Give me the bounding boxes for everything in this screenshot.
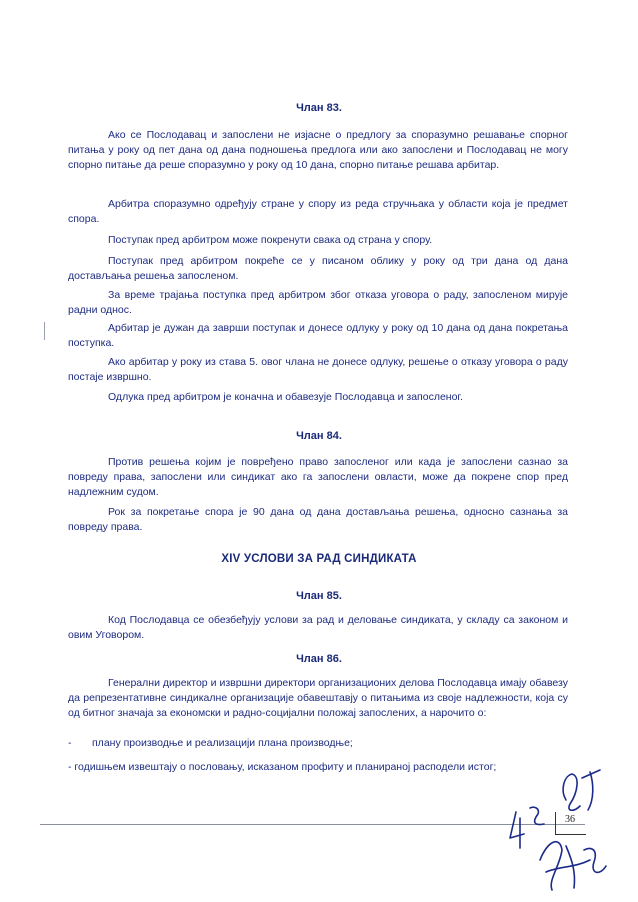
bullet-dash: - (68, 761, 75, 773)
bullet-text: годишњем извештају о пословању, исказаном профиту и планираној расподели истог; (74, 761, 497, 773)
article-83-paragraph-6: Арбитар је дужан да заврши поступак и донесе одлуку у року од 10 дана од дана покретања поступка. (68, 322, 568, 349)
article-83-title: Члан 83. (296, 102, 342, 114)
article-86-paragraph-1: Генерални директор и извршни директори организационих делова Послодавца имају обавезу да репрезентативне синдикалне организације обавештавју о питањима из своје надлежности, која су од битног значаја за економски и радно-социјални положај запослених, а нарочито о: (68, 677, 568, 719)
article-85-title: Члан 85. (296, 590, 342, 602)
bullet-dash: - (68, 737, 72, 749)
bullet-text: плану производње и реализацији плана производње; (92, 737, 353, 749)
article-83-paragraph-8: Одлука пред арбитром је коначна и обавезује Послодавца и запосленог. (108, 391, 463, 403)
article-83-paragraph-4: Поступак пред арбитром покреће се у писаном облику у року од три дана од дана достављања решења запосленом. (68, 255, 568, 282)
article-84-paragraph-1: Против решења којим је повређено право запосленог или када је запослени сазнао за повреду права, запослени или синдикат ако га запослени овласти, може да покрене спор пред надлежним судом. (68, 456, 568, 498)
article-83-paragraph-7: Ако арбитар у року из става 5. овог члана не донесе одлуку, решење о отказу уговора о раду постаје извршно. (68, 356, 568, 383)
article-83-paragraph-1: Ако се Послодавац и запослени не изјасне о предлогу за споразумно решавање спорног питања у року од пет дана од дана подношења предлога или ако запослени и Послодавац не могу спорно питање да реше споразумно у року од 10 дана, спорно питање решава арбитар. (68, 129, 568, 171)
chapter-title: XIV УСЛОВИ ЗА РАД СИНДИКАТА (221, 553, 417, 565)
page-number: 36 (565, 814, 575, 825)
article-83-paragraph-5: За време трајања поступка пред арбитром због отказа уговора о раду, запосленом мирује радни однос. (68, 289, 568, 316)
article-83-paragraph-2: Арбитра споразумно одређују стране у спору из реда стручњака у области која је предмет спора. (68, 198, 568, 225)
article-86-title: Члан 86. (296, 653, 342, 665)
article-85-paragraph-1: Код Послодавца се обезбеђују услови за рад и деловање синдиката, у складу са законом и овим Уговором. (68, 614, 568, 641)
article-83-paragraph-3: Поступак пред арбитром може покренути свака од страна у спору. (108, 234, 433, 246)
article-84-paragraph-2: Рок за покретање спора је 90 дана од дана достављања решења, односно сазнања за повреду права. (68, 506, 568, 533)
article-84-title: Члан 84. (296, 430, 342, 442)
